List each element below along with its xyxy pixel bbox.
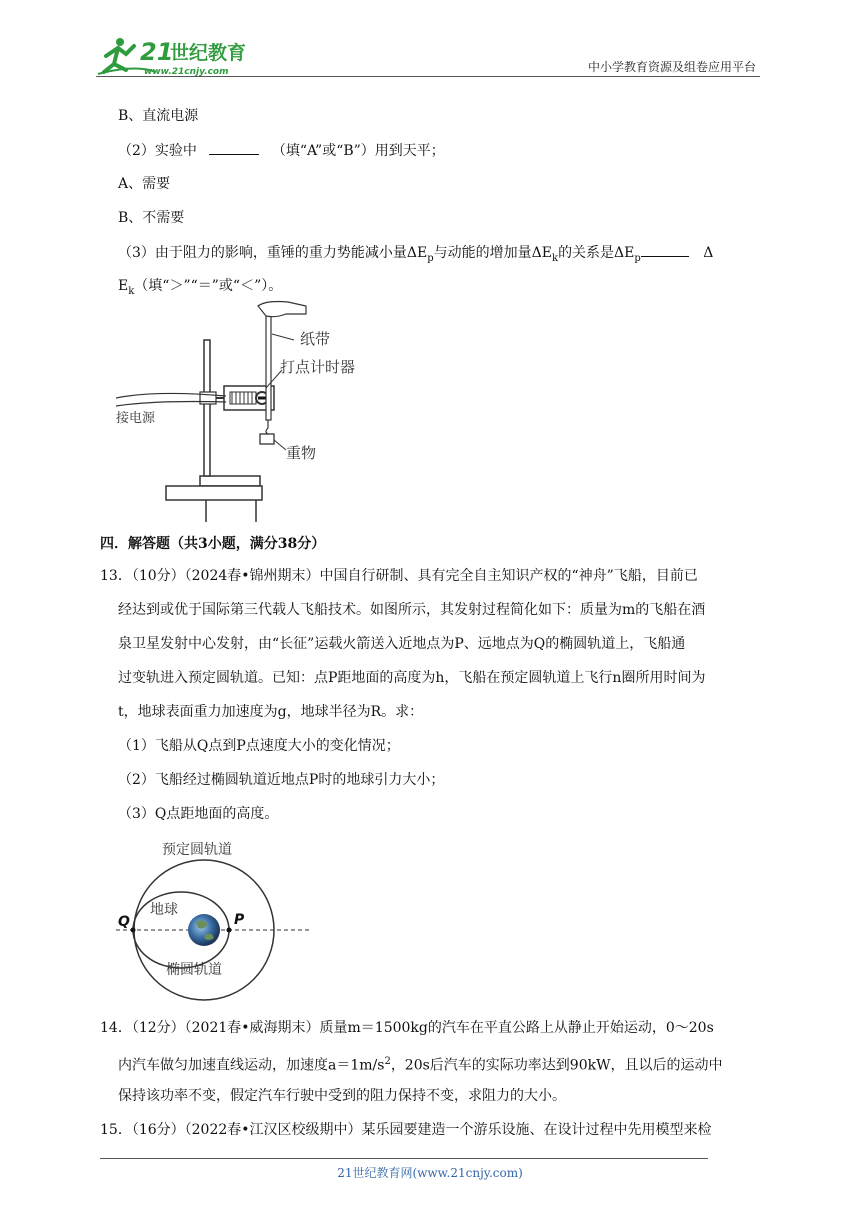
label-weight: 重物 xyxy=(286,444,317,462)
q14-line3: 保持该功率不变，假定汽车行驶中受到的阻力保持不变，求阻力的大小。 xyxy=(118,1088,566,1104)
q12-part3-text-c: 的关系是ΔE xyxy=(558,245,635,261)
point-p xyxy=(227,928,232,933)
q12-part2-option-a: A、需要 xyxy=(118,176,171,192)
q12-part3-sub-p1: p xyxy=(427,252,434,264)
q13-line5: t，地球表面重力加速度为g，地球半径为R。求： xyxy=(118,704,424,720)
q12-part3-delta: Δ xyxy=(703,245,714,261)
q14-line2-b: ，20s后汽车的实际功率达到90kW，且以后的运动中 xyxy=(390,1057,723,1074)
q15-line1: 15．（16分）（2022春•江汉区校级期中）某乐园要建造一个游乐设施、在设计过程中先用模型来检 xyxy=(100,1122,712,1138)
q14-line2-sup: 2 xyxy=(384,1056,391,1067)
experiment-apparatus-figure xyxy=(116,300,376,526)
header-divider xyxy=(96,76,760,77)
q12-part3-text-a: （3）由于阻力的影响，重锤的重力势能减小量ΔE xyxy=(118,245,428,261)
site-logo xyxy=(96,34,266,78)
q14-line2 xyxy=(118,1052,723,1076)
label-power: 接电源 xyxy=(116,411,156,426)
footer-divider xyxy=(100,1158,708,1159)
q12-part3-blank[interactable] xyxy=(641,242,689,257)
q12-part2-suffix: （填“A”或“B”）用到天平； xyxy=(271,143,445,159)
header-platform-text: 中小学教育资源及组卷应用平台 xyxy=(587,60,756,74)
label-q: Q xyxy=(118,914,130,930)
label-timer: 打点计时器 xyxy=(280,358,356,376)
earth-icon xyxy=(188,914,220,946)
point-q xyxy=(131,928,136,933)
q13-line2: 经达到或优于国际第三代载人飞船技术。如图所示，其发射过程简化如下：质量为m的飞船在酒 xyxy=(118,602,706,618)
orbit-figure xyxy=(116,834,316,1004)
page-header xyxy=(96,28,760,80)
q13-sub1: （1）飞船从Q点到P点速度大小的变化情况； xyxy=(118,738,400,754)
q12-option-b-power: B、直流电源 xyxy=(118,108,199,124)
q12-part3-e: E xyxy=(118,278,129,294)
q12-part3-line1 xyxy=(118,242,713,269)
q12-part3-sub-p2: p xyxy=(634,252,641,264)
q12-part3-text-f: （填“＞”“＝”或“＜”）。 xyxy=(134,278,283,294)
label-elliptical-orbit: 椭圆轨道 xyxy=(166,962,222,978)
q14-line1: 14．（12分）（2021春•威海期末）质量m＝1500kg的汽车在平直公路上从静止开始运动，0～20s xyxy=(100,1020,714,1036)
section-title: 四．解答题（共3小题，满分38分） xyxy=(100,536,326,552)
label-circular-orbit: 预定圆轨道 xyxy=(162,842,232,858)
q12-part2 xyxy=(118,140,445,161)
q12-part3-line2 xyxy=(118,276,282,302)
logo-number: 21 xyxy=(140,38,174,66)
q13-line3: 泉卫星发射中心发射，由“长征”运载火箭送入近地点为P、远地点为Q的椭圆轨道上，飞船通 xyxy=(118,636,686,652)
logo-text: 世纪教育 xyxy=(170,42,247,64)
q14-line2-a: 内汽车做匀加速直线运动，加速度a＝1m/s xyxy=(118,1057,385,1074)
q13-line1: 13．（10分）（2024春•锦州期末）中国自行研制、具有完全自主知识产权的“神舟”飞船，目前已 xyxy=(100,568,698,584)
label-earth: 地球 xyxy=(150,902,178,918)
label-p: P xyxy=(234,912,245,928)
q12-part2-prefix: （2）实验中 xyxy=(118,143,197,159)
q13-sub3: （3）Q点距地面的高度。 xyxy=(118,806,279,822)
footer-text[interactable]: 21世纪教育网(www.21cnjy.com) xyxy=(337,1166,523,1180)
q12-part3-sub-k1: k xyxy=(552,252,559,264)
q12-part2-blank[interactable] xyxy=(209,140,259,155)
q12-part2-option-b: B、不需要 xyxy=(118,210,185,226)
q12-part3-text-b: 与动能的增加量ΔE xyxy=(433,245,552,261)
q12-part3-sub-k2: k xyxy=(128,285,135,297)
logo-url: www.21cnjy.com xyxy=(144,67,229,77)
q13-line4: 过变轨进入预定圆轨道。已知：点P距地面的高度为h，飞船在预定圆轨道上飞行n圈所用时间为 xyxy=(118,670,706,686)
label-paper-tape: 纸带 xyxy=(300,330,331,348)
q13-sub2: （2）飞船经过椭圆轨道近地点P时的地球引力大小； xyxy=(118,772,445,788)
